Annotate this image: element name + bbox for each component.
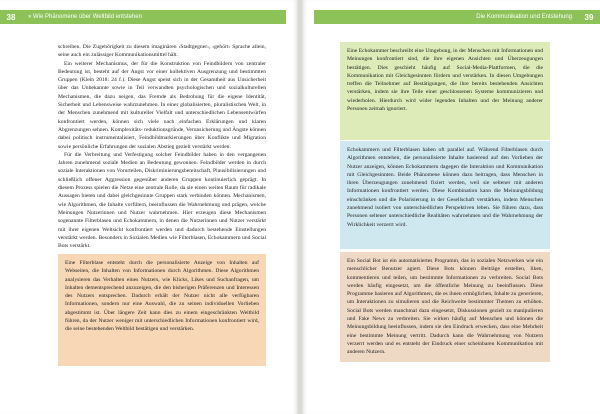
body-paragraph: Für die Verbreitung und Verfestigung solcher Feindbilder haben in den vergangenen Jahren zunehmend soziale Medien an Bedeutung gewonnen. Feindbilder werden in durch soziale Interaktionen von Vorurteilen, Diskriminierungsbereitschaft, Plausibilisierungen und schließlich offener Aggression gegenüber anderen Gruppen kontinuierlich geprägt. In diesem Prozess spielen die Netze eine zentrale Rolle, da sie einen weiten Raum für radikale Aussagen bieten und dabei gleichgesinnte Gruppen stark verbinden können. Mechanismen, wie Algorithmen, die Inhalte vorfiltern, beeinflussen die Wahrnehmung und prägen, welche Meinungen Nutzerinnen und Nutzer wahrnehmen. Hier erzeugen diese Mechanismen sogenannte Filterblasen und Echokammern, in denen die Nutzerinnen und Nutzer verstärkt mit ihrer eigenen Weltsicht konfrontiert werden und dadurch bestehende Einstellungen verstärkt werden. Besonders in Sozialen Medien wie Filterblasen, Echokammern und Social Bots verstärkt. [58, 151, 266, 250]
left-page [0, 0, 298, 414]
echokammer-filterblase-info-box [340, 141, 550, 249]
running-head-right: Die Kommunikation und Entstehung [476, 14, 572, 20]
info-box-text: Eine Filterblase entsteht durch die personalisierte Anzeige von Inhalten auf Webseiten, die Inhalten von Informationen durch Algorithmen. Diese Algorithmen analysieren das Verhalten eines Nutzers, wie Klicks, Likes und Suchanfragen, um Inhalten dementsprechend anzuzeigen, die den bisherigen Präferenzen und Interessen des Nutzers entsprechen. Dadurch erhält der Nutzer nicht alle verfügbaren Informationen, sondern nur eine Auswahl, die zu seinen individuellen Vorlieben abgestimmt ist. Über längere Zeit kann dies zu einem eingeschränkten Weltbild führen, da der Nutzer weniger mit unterschiedlichen Informationen konfrontiert wird, die seine bestehenden Weltbild bestätigen und verstärken. [65, 260, 259, 333]
body-paragraph: schreiben. Die Zugehörigkeit zu diesem imaginären ›Stadtgegner‹, ›gehört‹ Sprache allein, seine auch ein zulässiger Kommunikationsmittel hält. [58, 44, 266, 59]
page-number-right: 39 [584, 12, 594, 22]
left-body-text [58, 43, 266, 250]
info-box-text: Eine Echokammer beschreibt eine Umgebung, in der Menschen mit Informationen und Meinungen konfrontiert sind, die ihre eigenen Ansichten und Überzeugungen bestätigen. Dies geschieht häufig auf Social-Media-Plattformen, die die Kommunikation mit Gleichgesinnten fördern und verstärken. In diesen Umgebungen treffen die Teilnehmer auf Bestätigungen, die ihre bereits bestehenden Ansichten verstärken, indem sie ihre Teile einer geschlossenen Systeme kommunizieren und wiederholen. Hierdurch wird wider legenden Inhalten und der Meinung anderer Personen zeitnah ignoriert. [347, 48, 543, 113]
left-page-header [0, 10, 286, 24]
right-page [302, 0, 600, 414]
info-box-text: Echokammern und Filterblasen haben oft parallel auf. Während Filterblasen durch Algorithmen entstehen, die personalisierte Inhalte basierend auf den Vorlieben der Nutzer anzeigen, können Echokammern dagegen die Interaktion und Kommunikation mit Gleichgesinnten. Beide Phänomene können dazu beitragen, dass Menschen in ihren Überzeugungen zunehmend fixiert werden, weil sie seltener mit anderen Informationen konfrontiert werden. Diese Kombination kann die Meinungsbildung einschränken und die Polarisierung in der Gesellschaft verstärken, indem Menschen zunehmend isoliert von unterschiedlichen Perspektiven leben. Sie führen dazu, dass Personen seltener unterschiedliche Realitäten wahrnehmen und die Wahrnehmung der Wirklichkeit verzerrt wird. [347, 147, 543, 228]
page-number-left: 38 [6, 12, 16, 22]
running-head-left: » Wie Phänomene über Weltbild entstehen [28, 14, 142, 20]
social-bot-info-box [340, 252, 550, 362]
echokammer-info-box [340, 42, 550, 140]
body-paragraph: Ein weiterer Mechanismus, der für die Konstruktion von Feindbildern von zentraler Bedeutung ist, besteht auf der Angst vor einer kollektiven Ausgrenzung und bestimmten Gruppen (Klein 2018: 24 f.). Diese Angst speist sich in der Gesamtheit aus Unsicherheit über das Unbekannte sowie in Teil verwandten psychologischen und sozialkulturellen Mechanismen, die dazu neigen, das Fremde als Bedrohung für die eigene Identität, Sicherheit und Lebensweise wahrzunehmen. In einer globalisierten, pluralistischen Welt, in der Menschen zunehmend mit kultureller Vielfalt und unterschiedlichen Lebensentwürfen konfrontiert werden, können sich viele nach einfachen Erklärungen und klaren Abgrenzungen sehnen. Komplexitäts- reduktionsgründe, Verunsicherung und Ängste können dabei politisch instrumentalisiert, Feindbildmarkierungen über Konflikte und Migration sowie persönliche Erfahrungen der sozialen Abstieg gezielt verstärkt werden. [58, 60, 266, 150]
filterblase-info-box [58, 254, 266, 366]
info-box-text: Ein Social Bot ist ein automatisiertes Programm, das in sozialen Netzwerken wie ein menschlicher Benutzer agiert. Diese Bots können Beiträge erstellen, liken, kommentieren und teilen, um bestimmte Informationen zu verbreiten. Social Bots werden häufig eingesetzt, um die öffentliche Meinung zu beeinflussen. Diese Programme basieren auf Algorithmen, die es ihnen ermöglichen, Inhalte zu generieren, um Interaktionen zu simulieren und die Reichweite bestimmter Themen zu erhöhen. Social Bots werden manchmal dazu eingesetzt, Diskussionen gezielt zu manipulieren und Fake News zu verbreiten. Sie wirken häufig auf Menschen und können die Meinungsbildung beeinflussen, indem sie den Eindruck erwecken, dass eine Mehrheit eine bestimmte Meinung vertritt. Dadurch kann die Wahrnehmung von Nutzern verzerrt werden und es entsteht der Eindruck einer scheinbaren Kommunikation mit anderen Nutzern. [347, 258, 543, 356]
right-page-header [314, 10, 600, 24]
